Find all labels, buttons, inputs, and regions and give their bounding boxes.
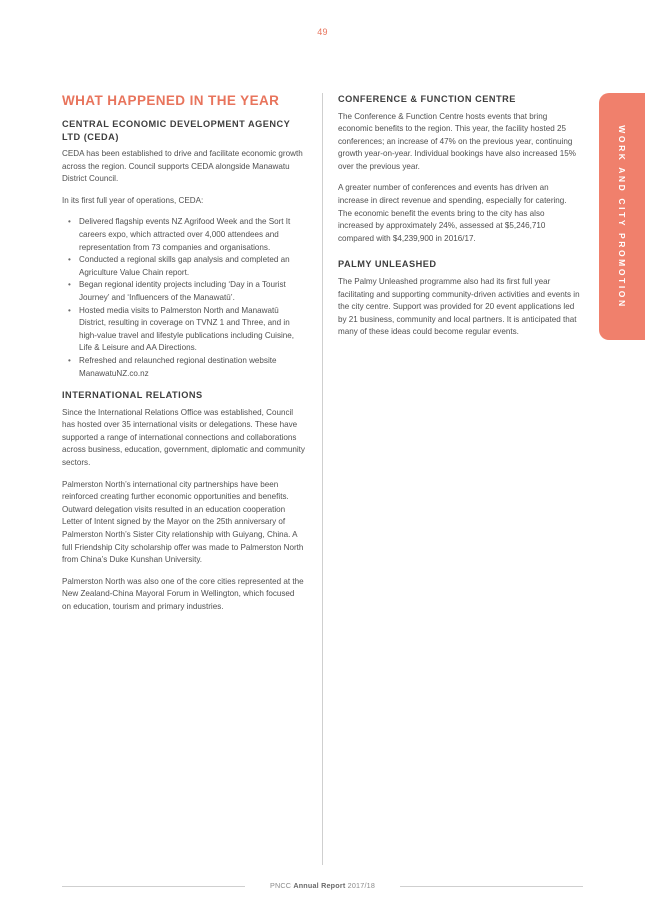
footer bbox=[245, 881, 400, 890]
list-item: • Delivered flagship events NZ Agrifood Week and the Sort It careers expo, which attracted over 4,000 attendees and representation from 73 companies and organisations. bbox=[79, 216, 305, 254]
footer-rule-left bbox=[62, 886, 245, 887]
section-heading: WHAT HAPPENED IN THE YEAR bbox=[62, 93, 280, 108]
footer-org: PNCC bbox=[269, 881, 292, 890]
right-column bbox=[338, 93, 580, 348]
palmy-paragraph: The Palmy Unleashed programme also had its first full year facilitating and supporting community-driven activities and events in the city centre. Support was provided for 20 event applications led by 21 business, community and local partners. It is anticipated that many of these ideas could become regular events. bbox=[338, 276, 580, 337]
column-divider bbox=[322, 93, 323, 865]
conference-title: CONFERENCE & FUNCTION CENTRE bbox=[338, 94, 516, 104]
ceda-bullet-list bbox=[62, 216, 305, 380]
footer-report: Annual Report bbox=[293, 881, 346, 890]
side-tab-label: WORK AND CITY PROMOTION bbox=[617, 124, 627, 309]
list-item: • Conducted a regional skills gap analysis and completed an Agriculture Value Chain report. bbox=[79, 254, 305, 279]
conference-paragraph: The Conference & Function Centre hosts events that bring economic benefits to the region. This year, the facility hosted 25 conferences; an increase of 47% on the previous year, continuing growth year-on-year. Individual bookings have also increased 15% over the previous year. bbox=[338, 111, 577, 171]
footer-year: 2017/18 bbox=[347, 881, 376, 890]
list-item: • Hosted media visits to Palmerston North and Manawatū District, resulting in coverage on TVNZ 1 and Three, and in high-value travel and lifestyle publications including Cuisine, Life & Leisure and AA Directions. bbox=[79, 305, 305, 355]
conference-paragraph: A greater number of conferences and events has driven an increase in direct revenue and spending, especially for catering. The economic benefit the events bring to the city has also increased by approximately 24%, assessed at $5,246,710 compared with $4,239,900 in 2016/17. bbox=[338, 183, 567, 243]
international-paragraph: Since the International Relations Office was established, Council has hosted over 35 international visits or delegations. These have supported a range of international connections and collaborations across business, education, government, diplomatic and community sectors. bbox=[62, 407, 305, 467]
international-title: INTERNATIONAL RELATIONS bbox=[62, 390, 203, 401]
ceda-title: CENTRAL ECONOMIC DEVELOPMENT AGENCY LTD (CEDA) bbox=[62, 119, 291, 142]
list-item: • Refreshed and relaunched regional destination website ManawatuNZ.co.nz bbox=[79, 355, 305, 380]
palmy-title: PALMY UNLEASHED bbox=[338, 259, 437, 270]
list-item: • Began regional identity projects including ‘Day in a Tourist Journey’ and ‘Influencers of the Manawatū’. bbox=[79, 279, 305, 304]
footer-rule-right bbox=[400, 886, 583, 887]
ceda-intro: CEDA has been established to drive and facilitate economic growth across the region. Council supports CEDA alongside Manawatu District Council. bbox=[62, 149, 303, 184]
ceda-lead: In its first full year of operations, CEDA: bbox=[62, 195, 204, 205]
section-side-tab bbox=[599, 93, 645, 340]
page-number: 49 bbox=[317, 27, 328, 37]
international-paragraph: Palmerston North was also one of the core cities represented at the New Zealand-China Mayoral Forum in Wellington, which focused on education, tourism and primary industries. bbox=[62, 576, 304, 611]
left-column bbox=[62, 93, 305, 623]
international-paragraph: Palmerston North’s international city partnerships have been reinforced creating further economic opportunities and benefits. Outward delegation visits resulted in an education cooperation Letter of Intent signed by the Mayor on the 25th anniversary of Palmerston North’s Sister City relationship with Guiyang, China. A full Friendship City scholarship offer was made to Palmerston North from China’s Duke Kunshan University. bbox=[62, 479, 304, 565]
